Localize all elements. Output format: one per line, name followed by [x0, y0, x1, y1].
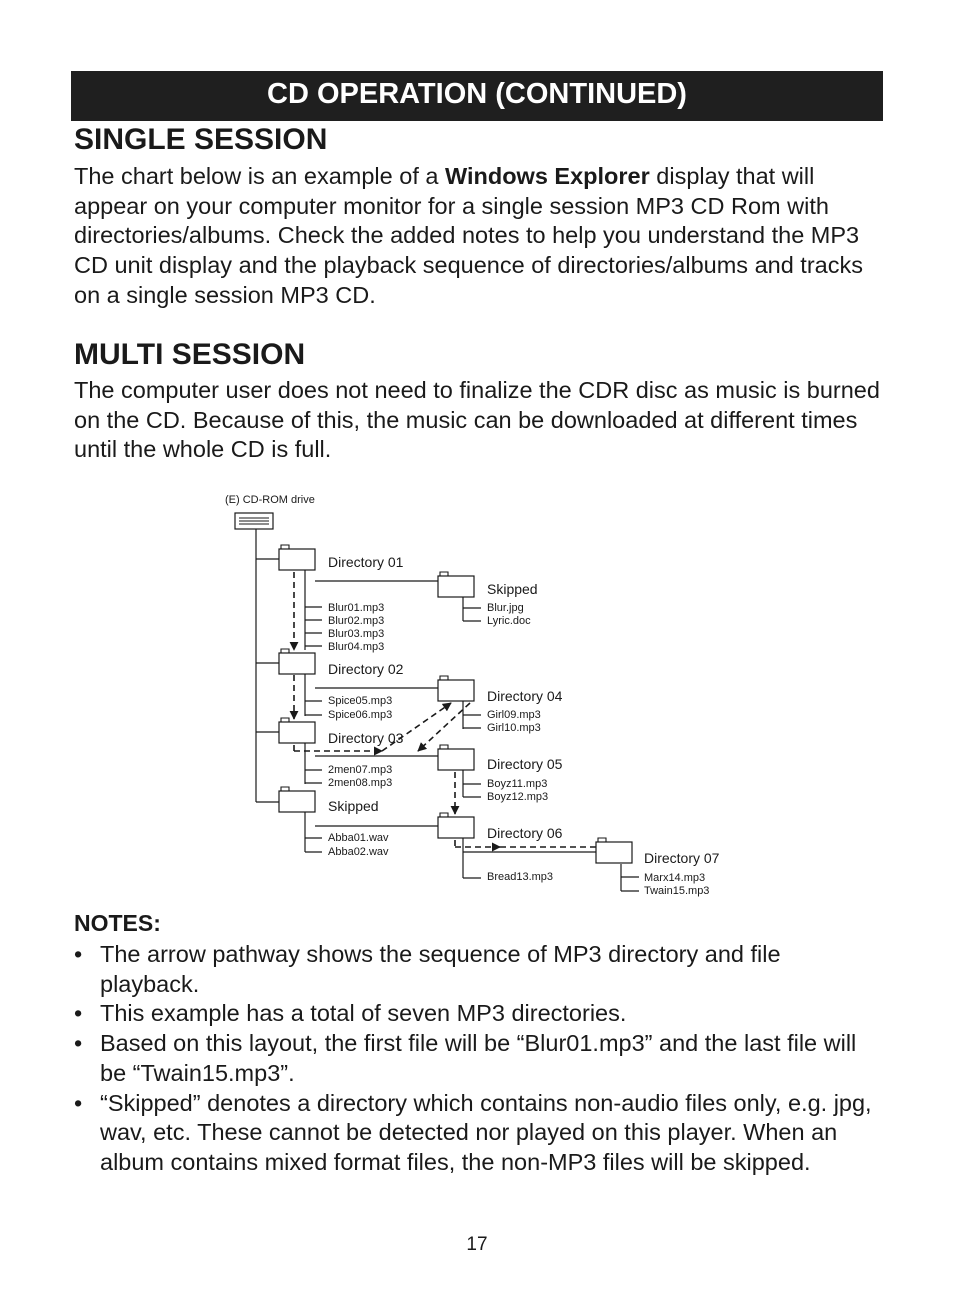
- file-label: Abba02.wav: [328, 846, 389, 858]
- file-label: Blur02.mp3: [328, 615, 385, 627]
- folder-icon-directory-02: [279, 649, 315, 674]
- file-label: Boyz12.mp3: [487, 791, 549, 803]
- file-label: Blur.jpg: [487, 602, 524, 614]
- folder-icon-directory-01: [279, 545, 315, 570]
- page-number: 17: [466, 1234, 488, 1255]
- folder-icon-skipped-1: [438, 572, 474, 597]
- folder-icon-directory-04: [438, 676, 474, 701]
- directory-04-label: Directory 04: [487, 688, 563, 704]
- notes-heading: NOTES:: [74, 910, 161, 936]
- bullet-icon: •: [74, 1030, 83, 1057]
- note-item: • This example has a total of seven MP3 directories.: [74, 999, 874, 1029]
- file-label: Lyric.doc: [487, 615, 531, 627]
- file-label: Twain15.mp3: [644, 885, 710, 897]
- file-label: Blur03.mp3: [328, 628, 385, 640]
- bullet-icon: •: [74, 941, 83, 967]
- single-session-heading: SINGLE SESSION: [74, 123, 328, 156]
- file-label: Girl10.mp3: [487, 722, 541, 734]
- drive-icon: [235, 513, 273, 529]
- multi-session-heading: MULTI SESSION: [74, 338, 306, 371]
- file-label: Girl09.mp3: [487, 709, 541, 721]
- directory-06-label: Directory 06: [487, 825, 563, 841]
- file-label: 2men07.mp3: [328, 764, 393, 776]
- file-label: Boyz11.mp3: [487, 778, 548, 790]
- folder-icon-skipped-2: [279, 787, 315, 812]
- notes-list: [74, 940, 874, 1178]
- bullet-icon: •: [74, 1089, 83, 1116]
- multi-session-paragraph: The computer user does not need to finalize the CDR disc as music is burned on the CD. Because of this, the music can be downloaded at different times until the whole CD is full.: [74, 377, 880, 463]
- file-label: Blur01.mp3: [328, 602, 385, 614]
- note-item: • The arrow pathway shows the sequence of MP3 directory and file playback.: [74, 941, 781, 997]
- section-header-title: CD OPERATION (CONTINUED): [267, 78, 687, 110]
- file-label: Bread13.mp3: [487, 871, 554, 883]
- single-session-paragraph: The chart below is an example of a Windows Explorer display that will appear on your computer monitor for a single session MP3 CD Rom with directories/albums. Check the added notes to help you understand the MP3 CD unit display and the playback sequence of directories/albums and tracks on a single session MP3 CD.: [74, 163, 863, 308]
- folder-icon-directory-05: [438, 745, 474, 770]
- directory-03-label: Directory 03: [328, 730, 404, 746]
- directory-02-label: Directory 02: [328, 661, 404, 677]
- windows-explorer-term: Windows Explorer: [444, 163, 650, 189]
- note-item: • Based on this layout, the first file will be “Blur01.mp3” and the last file will be “Twain15.mp3”.: [74, 1030, 857, 1086]
- folder-icon-directory-07: [596, 838, 632, 863]
- skipped-2-label: Skipped: [328, 798, 379, 814]
- directory-01-label: Directory 01: [328, 554, 404, 570]
- folder-icon-directory-03: [279, 718, 315, 743]
- file-label: Abba01.wav: [328, 832, 389, 844]
- bullet-icon: •: [74, 1000, 83, 1027]
- drive-label: (E) CD-ROM drive: [225, 494, 315, 506]
- file-label: Spice06.mp3: [328, 709, 393, 721]
- file-label: Spice05.mp3: [328, 695, 393, 707]
- folder-icon-directory-06: [438, 813, 474, 838]
- directory-05-label: Directory 05: [487, 756, 563, 772]
- file-label: Marx14.mp3: [644, 872, 706, 884]
- directory-07-label: Directory 07: [644, 850, 720, 866]
- note-item: • “Skipped” denotes a directory which contains non-audio files only, e.g. jpg, wav, etc. These cannot be detected nor played on this player. When an album contains mixed format files, the non-MP3 files will be skipped.: [74, 1089, 872, 1175]
- skipped-1-label: Skipped: [487, 581, 538, 597]
- file-label: 2men08.mp3: [328, 777, 393, 789]
- file-label: Blur04.mp3: [328, 641, 385, 653]
